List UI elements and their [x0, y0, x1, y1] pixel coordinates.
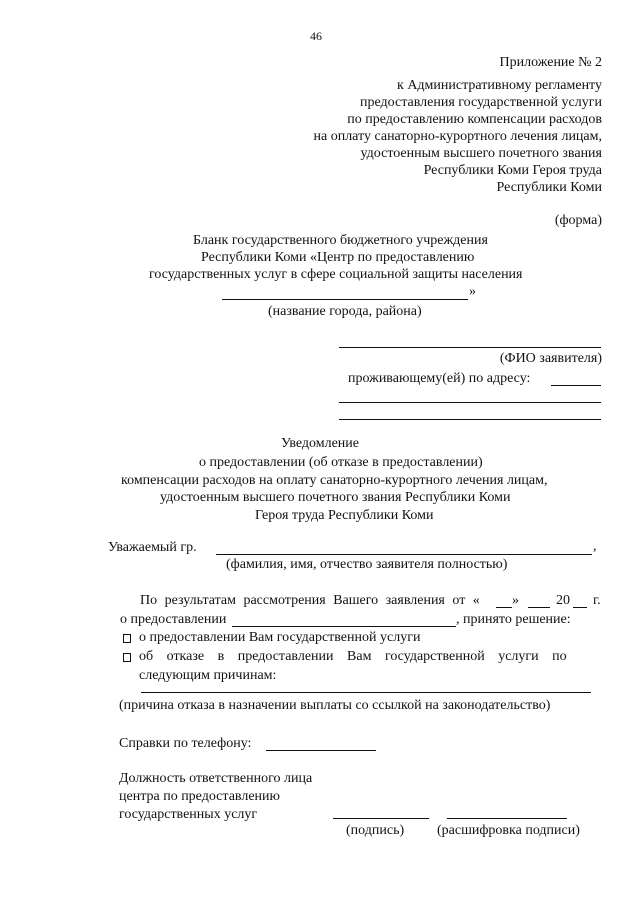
greeting-name-line[interactable] — [216, 554, 592, 555]
grant-checkbox[interactable] — [123, 634, 131, 643]
appendix-line: Республики Коми Героя труда — [423, 163, 602, 178]
institution-line: государственных услуг в сфере социальной защиты населения — [149, 267, 523, 282]
appendix-line: на оплату санаторно-курортного лечения лицам, — [313, 129, 602, 144]
appendix-line: удостоенным высшего почетного звания — [360, 146, 602, 161]
review-close-quote: » — [512, 593, 519, 608]
phone-line[interactable] — [266, 750, 376, 751]
refuse-checkbox[interactable] — [123, 653, 131, 662]
city-caption: (название города, района) — [268, 304, 422, 319]
review-line2-end: , принято решение: — [456, 612, 571, 627]
notice-subtitle-line: Героя труда Республики Коми — [255, 508, 434, 523]
appendix-line: к Административному регламенту — [397, 78, 602, 93]
address-line-3[interactable] — [339, 419, 601, 420]
phone-label: Справки по телефону: — [119, 736, 252, 751]
page-number: 46 — [310, 29, 322, 43]
notice-subtitle-line: удостоенным высшего почетного звания Республики Коми — [160, 490, 511, 505]
applicant-caption: (ФИО заявителя) — [499, 351, 602, 366]
review-day-line[interactable] — [496, 607, 512, 608]
review-line2-start: о предоставлении — [120, 612, 227, 627]
option-refuse-label: об отказе в предоставлении Вам государственной услуги по — [139, 649, 567, 664]
address-line-1[interactable] — [551, 385, 601, 386]
greeting-label: Уважаемый гр. — [108, 540, 197, 555]
notice-title: Уведомление — [280, 436, 359, 451]
signature-caption: (подпись) — [346, 823, 405, 838]
appendix-line: предоставления государственной услуги — [360, 95, 602, 110]
official-line: государственных услуг — [119, 807, 258, 822]
address-label: проживающему(ей) по адресу: — [348, 371, 531, 386]
review-text: По результатам рассмотрения Вашего заявления от « — [140, 593, 480, 608]
institution-line: Бланк государственного бюджетного учреждения — [193, 233, 488, 248]
refusal-caption: (причина отказа в назначении выплаты со ссылкой на законодательство) — [119, 698, 551, 713]
form-label: (форма) — [554, 213, 602, 228]
review-month-line[interactable] — [528, 607, 550, 608]
applicant-name-line[interactable] — [339, 347, 601, 348]
appendix-line: Республики Коми — [496, 180, 602, 195]
official-line: центра по предоставлению — [119, 789, 280, 804]
greeting-comma: , — [593, 539, 597, 554]
address-line-2[interactable] — [339, 402, 601, 403]
signature-decode-line[interactable] — [447, 818, 567, 819]
appendix-line: Приложение № 2 — [499, 55, 602, 70]
option-grant-label: о предоставлении Вам государственной услуги — [139, 630, 421, 645]
notice-subtitle-line: компенсации расходов на оплату санаторно-курортного лечения лицам, — [121, 473, 548, 488]
reasons-line: следующим причинам: — [139, 668, 277, 683]
review-year-prefix: 20 — [556, 593, 570, 608]
city-close-quote: » — [469, 284, 476, 299]
signature-line[interactable] — [333, 818, 429, 819]
appendix-line: по предоставлению компенсации расходов — [347, 112, 602, 127]
review-year-suffix: г. — [593, 593, 601, 608]
city-blank-line[interactable] — [222, 299, 468, 300]
institution-line: Республики Коми «Центр по предоставлению — [201, 250, 475, 265]
greeting-caption: (фамилия, имя, отчество заявителя полностью) — [226, 557, 508, 572]
refusal-reason-line[interactable] — [141, 692, 591, 693]
notice-subtitle-line: о предоставлении (об отказе в предоставлении) — [199, 455, 483, 470]
service-blank-line[interactable] — [232, 626, 456, 627]
official-line: Должность ответственного лица — [119, 771, 313, 786]
signature-decode-caption: (расшифровка подписи) — [437, 823, 580, 838]
review-year-line[interactable] — [573, 607, 587, 608]
